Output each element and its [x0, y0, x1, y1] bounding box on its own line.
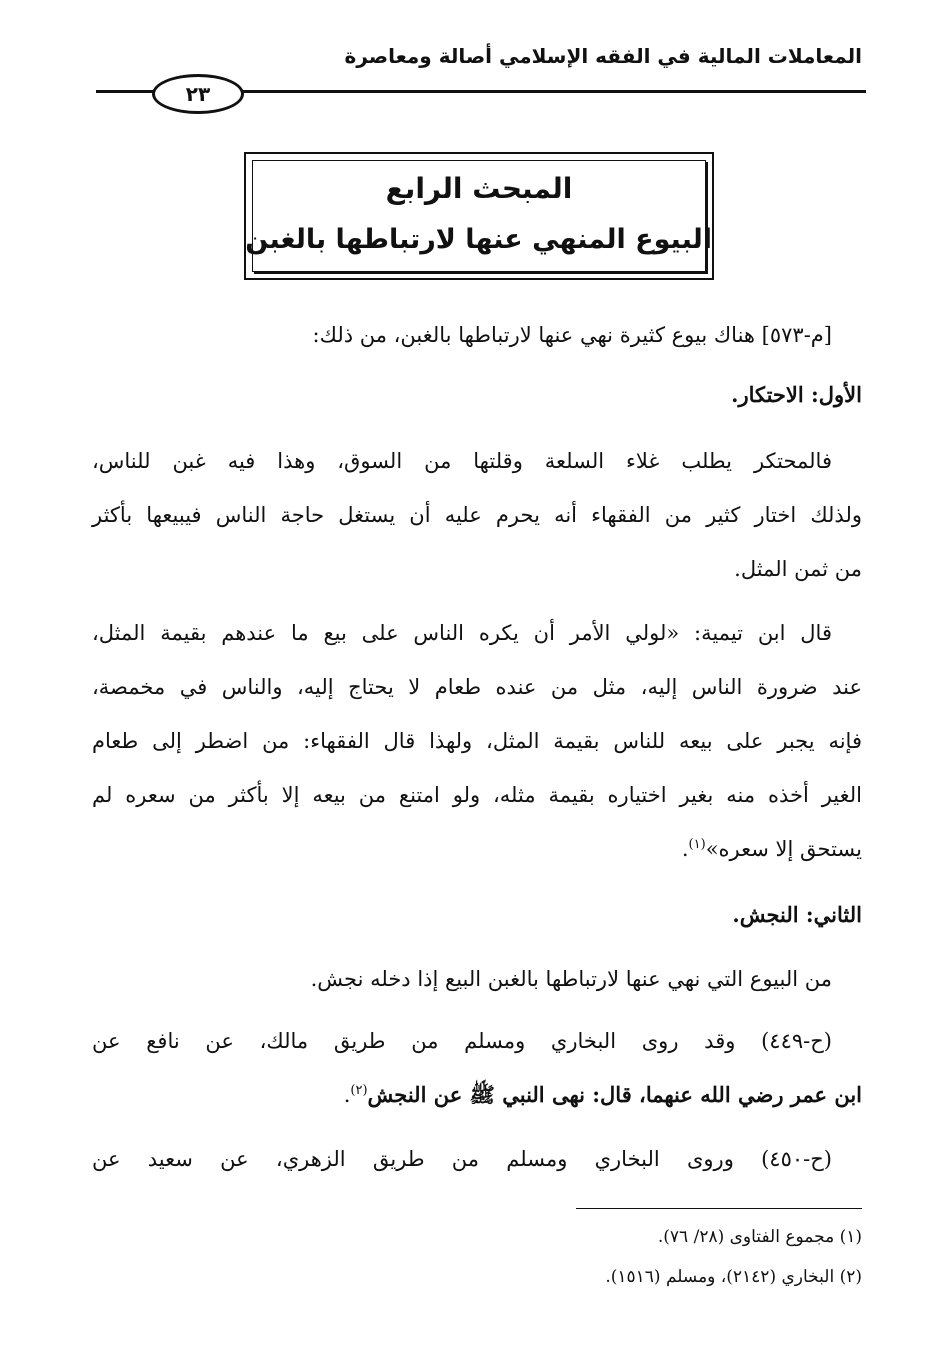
- hadith-line-bold: [92, 1080, 862, 1110]
- paragraph-line: ولذلك اختار كثير من الفقهاء أنه يحرم عليه أن يستغل حاجة الناس فيبيعها بأكثر: [92, 503, 862, 527]
- paragraph-line: فالمحتكر يطلب غلاء السلعة وقلتها من السوق، وهذا فيه غبن للناس،: [92, 449, 832, 473]
- section-title: المبحث الرابع: [385, 172, 573, 205]
- quote-line: فإنه يجبر على بيعه للناس بقيمة المثل، ولهذا قال الفقهاء: من اضطر إلى طعام: [92, 729, 862, 753]
- quote-line: قال ابن تيمية: «لولي الأمر أن يكره الناس على بيع ما عندهم بقيمة المثل،: [92, 621, 832, 645]
- footnote-2: (٢) البخاري (٢١٤٢)، ومسلم (١٥١٦).: [605, 1267, 862, 1287]
- quote-text: يستحق إلا سعره»: [705, 837, 862, 861]
- first-heading: الأول: الاحتكار.: [731, 382, 862, 407]
- paragraph-line: من ثمن المثل.: [734, 557, 862, 581]
- footnote-1: (١) مجموع الفتاوى (٢٨/ ٧٦).: [657, 1227, 862, 1247]
- sentence-end: .: [343, 1083, 351, 1107]
- paragraph-line: من البيوع التي نهي عنها لارتباطها بالغبن البيع إذا دخله نجش.: [310, 967, 832, 991]
- sentence-end: .: [681, 837, 689, 861]
- second-heading: الثاني: النجش.: [732, 902, 862, 927]
- hadith-line: (ح-٤٤٩) وقد روى البخاري ومسلم من طريق مالك، عن نافع عن: [92, 1029, 832, 1053]
- intro-line: [م-٥٧٣] هناك بيوع كثيرة نهي عنها لارتباطها بالغبن، من ذلك:: [312, 323, 832, 347]
- hadith-text: ابن عمر رضي الله عنهما، قال: نهى النبي ﷺ عن النجش: [367, 1082, 862, 1107]
- hadith-line: (ح-٤٥٠) وروى البخاري ومسلم من طريق الزهري، عن سعيد عن: [92, 1147, 832, 1171]
- footnote-rule: [576, 1208, 862, 1209]
- section-subtitle: البيوع المنهي عنها لارتباطها بالغبن: [245, 224, 712, 255]
- quote-line: الغير أخذه منه بغير اختياره بقيمة مثله، ولو امتنع من بيعه إلا بأكثر من سعره لم: [92, 783, 862, 807]
- quote-line: عند ضرورة الناس إليه، مثل من عنده طعام لا يحتاج إليه، والناس في مخمصة،: [92, 675, 862, 699]
- section-title-box: [244, 152, 714, 280]
- running-header-title: المعاملات المالية في الفقه الإسلامي أصالة ومعاصرة: [344, 44, 862, 68]
- footnote-ref: (١): [688, 837, 706, 852]
- footnote-ref: (٢): [350, 1083, 368, 1098]
- quote-line-last: [92, 834, 862, 864]
- page-number: ٢٣: [152, 74, 244, 114]
